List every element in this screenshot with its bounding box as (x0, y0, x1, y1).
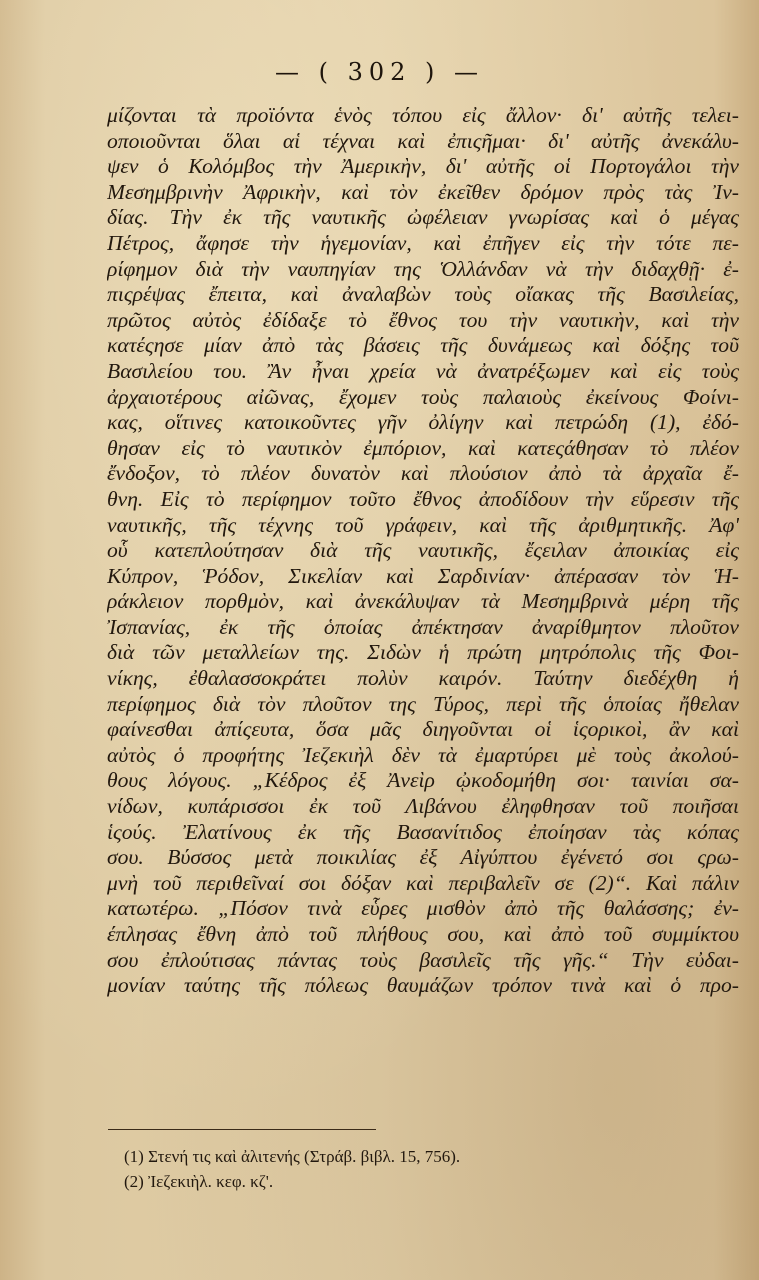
footnotes (124, 1144, 644, 1194)
main-text (107, 103, 739, 999)
text-line: θησαν εἰς τὸ ναυτικὸν ἐμπόριον, καὶ κατεςάθησαν τὸ πλέον (107, 435, 739, 460)
text-line: Κύπρον, Ῥόδον, Σικελίαν καὶ Σαρδινίαν· ἀπέρασαν τὸν Ἡ- (107, 563, 739, 588)
text-line: οποιοῦνται ὅλαι αἱ τέχναι καὶ ἐπιςῆμαι· δι' αὐτῆς ἀνεκάλυ- (107, 128, 739, 153)
text-line: νίδων, κυπάρισσοι ἐκ τοῦ Λιβάνου ἐληφθησαν τοῦ ποιῆσαι (107, 794, 739, 819)
text-line: πρῶτος αὐτὸς ἐδίδαξε τὸ ἔθνος του τὴν ναυτικὴν, καὶ τὴν (107, 307, 739, 332)
text-line: περίφημος διὰ τὸν πλοῦτον της Τύρος, περὶ τῆς ὁποίας ἤθελαν (107, 691, 739, 716)
text-line: νίκης, ἐθαλασσοκράτει πολὺν καιρόν. Ταύτην διεδέχθη ἡ (107, 666, 739, 691)
text-line: σου. Βύσσος μετὰ ποικιλίας ἐξ Αἰγύπτου ἐγένετό σοι ςρω- (107, 845, 739, 870)
text-line: κας, οἵτινες κατοικοῦντες γῆν ὀλίγην καὶ πετρώδη (1), ἐδό- (107, 410, 739, 435)
text-line: διὰ τῶν μεταλλείων της. Σιδὼν ἡ πρώτη μητρόπολις τῆς Φοι- (107, 640, 739, 665)
footnote: (2) Ἰεζεκιὴλ. κεφ. κζ'. (124, 1172, 274, 1191)
text-line: Βασιλείου του. Ἂν ἦναι χρεία νὰ ἀνατρέξωμεν καὶ εἰς τοὺς (107, 358, 739, 383)
text-line: ψεν ὁ Κολόμβος τὴν Ἀμερικὴν, δι' αὐτῆς οἱ Πορτογάλοι τὴν (107, 154, 739, 179)
text-line: έπλησας ἔθνη ἀπὸ τοῦ πλήθους σου, καὶ ἀπὸ τοῦ συμμίκτου (107, 922, 739, 946)
text-line: Ἰσπανίας, ἐκ τῆς ὁποίας ἀπέκτησαν ἀναρίθμητον πλοῦτον (107, 614, 739, 639)
text-line: πιςρέψας ἔπειτα, καὶ ἀναλαβὼν τοὺς οἴακας τῆς Βασιλείας, (107, 282, 739, 307)
text-line: δίας. Τὴν ἐκ τῆς ναυτικῆς ὠφέλειαν γνωρίσας καὶ ὁ μέγας (107, 205, 739, 230)
text-line: ἔνδοξον, τὸ πλέον δυνατὸν καὶ πλούσιον ἀπὸ τὰ ἀρχαῖα ἔ- (107, 461, 739, 486)
footnote: (1) Στενή τις καὶ ἀλιτενής (Στράβ. βιβλ. 15, 756). (124, 1147, 461, 1166)
text-line: ράκλειον πορθμὸν, καὶ ἀνεκάλυψαν τὰ Μεσημβρινὰ μέρη τῆς (107, 589, 739, 614)
text-line: μνὴ τοῦ περιθεῖναί σοι δόξαν καὶ περιβαλεῖν σε (2)“. Καὶ πάλιν (107, 870, 739, 895)
text-line: αὐτὸς ὁ προφήτης Ἰεζεκιὴλ δὲν τὰ ἐμαρτύρει μὲ τοὺς ἀκολού- (107, 742, 739, 767)
text-line: ναυτικῆς, τῆς τέχνης τοῦ γράφειν, καὶ τῆς ἀριθμητικῆς. Ἀφ' (107, 512, 739, 537)
text-line: μίζονται τὰ προϊόντα ἑνὸς τόπου εἰς ἄλλον· δι' αὐτῆς τελει- (107, 103, 739, 127)
text-line: κατέςησε μίαν ἀπὸ τὰς βάσεις τῆς δυνάμεως καὶ δόξης τοῦ (107, 333, 739, 358)
text-line: φαίνεσθαι ἀπίςευτα, ὅσα μᾶς διηγοῦνται οἱ ἱςορικοὶ, ἂν καὶ (107, 717, 739, 742)
text-line: κατωτέρω. „Πόσον τινὰ εὗρες μισθὸν ἀπὸ τῆς θαλάσσης; ἐν- (107, 896, 739, 921)
text-line: ἀρχαιοτέρους αἰῶνας, ἔχομεν τοὺς παλαιοὺς ἐκείνους Φοίνι- (107, 384, 739, 409)
footnote-divider (108, 1129, 376, 1130)
text-line: ἱςούς. Ἐλατίνους ἐκ τῆς Βασανίτιδος ἐποίησαν τὰς κόπας (107, 819, 739, 844)
text-line: Πέτρος, ἄφησε τὴν ἡγεμονίαν, καὶ ἐπῆγεν εἰς τὴν τότε πε- (107, 230, 739, 255)
text-line: Μεσημβρινὴν Ἀφρικὴν, καὶ τὸν ἐκεῖθεν δρόμον πρὸς τὰς Ἰν- (107, 179, 739, 204)
page-number-header: — ( 302 ) — (274, 58, 485, 86)
text-line: ρίφημον διὰ τὴν ναυπηγίαν της Ὁλλάνδαν νὰ τὴν διδαχθῇ· ἐ- (107, 256, 739, 281)
text-line: θους λόγους. „Κέδρος ἐξ Ἀνεὶρ ᾠκοδομήθη σοι· ταινίαι σα- (107, 768, 739, 793)
text-line: οὗ κατεπλούτησαν διὰ τῆς ναυτικῆς, ἔςειλαν ἀποικίας εἰς (107, 538, 739, 563)
text-line: θνη. Εἰς τὸ περίφημον τοῦτο ἔθνος ἀποδίδουν τὴν εὕρεσιν τῆς (107, 486, 739, 511)
text-line: σου ἐπλούτισας πάντας τοὺς βασιλεῖς τῆς γῆς.“ Τὴν εὐδαι- (107, 947, 739, 972)
text-line: μονίαν ταύτης τῆς πόλεως θαυμάζων τρόπον τινὰ καὶ ὁ προ- (107, 973, 739, 998)
